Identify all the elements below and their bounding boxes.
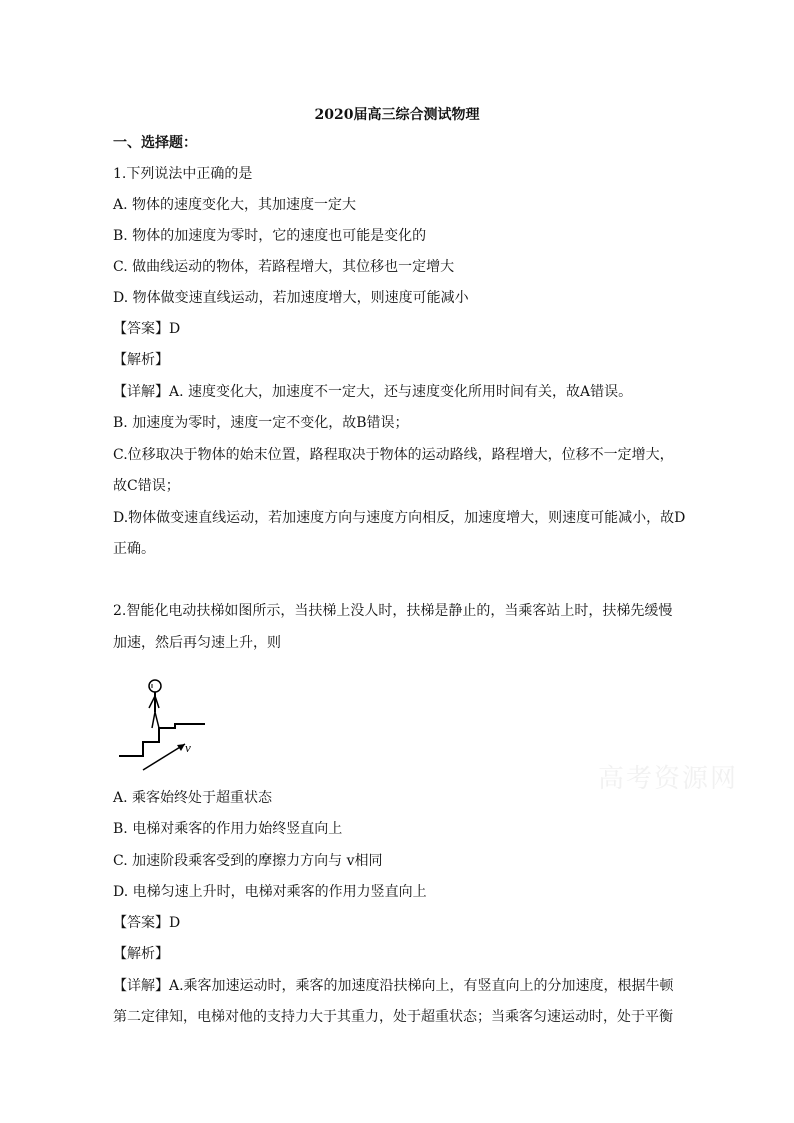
q1-detail-line: 【详解】A. 速度变化大，加速度不一定大，还与速度变化所用时间有关，故A错误。	[113, 384, 633, 400]
q1-analysis-label: 【解析】	[113, 352, 169, 368]
q1-option-b: B. 物体的加速度为零时，它的速度也可能是变化的	[113, 228, 427, 244]
q1-detail-line: B. 加速度为零时，速度一定不变化，故B错误；	[113, 415, 409, 431]
q1-answer: 【答案】D	[113, 321, 181, 337]
q1-detail-line: D.物体做变速直线运动，若加速度方向与速度方向相反，加速度增大，则速度可能减小，故D	[113, 510, 686, 526]
page-title: 2020届高三综合测试物理	[314, 107, 480, 123]
q2-answer: 【答案】D	[113, 915, 181, 931]
q2-stem-line: 加速，然后再匀速上升，则	[113, 635, 281, 651]
q1-option-d: D. 物体做变速直线运动，若加速度增大，则速度可能减小	[113, 290, 469, 306]
q2-stem-line: 2.智能化电动扶梯如图所示，当扶梯上没人时，扶梯是静止的，当乘客站上时，扶梯先缓慢	[113, 603, 673, 619]
q2-option-a: A. 乘客始终处于超重状态	[113, 790, 273, 806]
escalator-figure	[115, 672, 210, 777]
q2-option-c: C. 加速阶段乘客受到的摩擦力方向与 v相同	[113, 853, 383, 869]
velocity-label: v	[185, 740, 191, 755]
q1-option-a: A. 物体的速度变化大，其加速度一定大	[113, 197, 357, 213]
q1-detail-line: 故C错误；	[113, 478, 180, 494]
q1-detail-line: 正确。	[113, 541, 155, 557]
q1-stem: 1.下列说法中正确的是	[113, 166, 253, 182]
q2-option-d: D. 电梯匀速上升时，电梯对乘客的作用力竖直向上	[113, 884, 427, 900]
section-heading: 一、选择题：	[113, 135, 197, 151]
q2-option-b: B. 电梯对乘客的作用力始终竖直向上	[113, 821, 343, 837]
q1-detail-line: C.位移取决于物体的始末位置，路程取决于物体的运动路线，路程增大，位移不一定增大，	[113, 447, 674, 463]
q2-analysis-label: 【解析】	[113, 946, 169, 962]
q2-detail-line: 【详解】A.乘客加速运动时，乘客的加速度沿扶梯向上，有竖直向上的分加速度，根据牛顿	[113, 978, 674, 994]
q1-option-c: C. 做曲线运动的物体，若路程增大，其位移也一定增大	[113, 259, 455, 275]
q2-detail-line: 第二定律知，电梯对他的支持力大于其重力，处于超重状态；当乘客匀速运动时，处于平衡	[113, 1009, 673, 1025]
watermark-text: 高考资源网	[598, 764, 739, 794]
